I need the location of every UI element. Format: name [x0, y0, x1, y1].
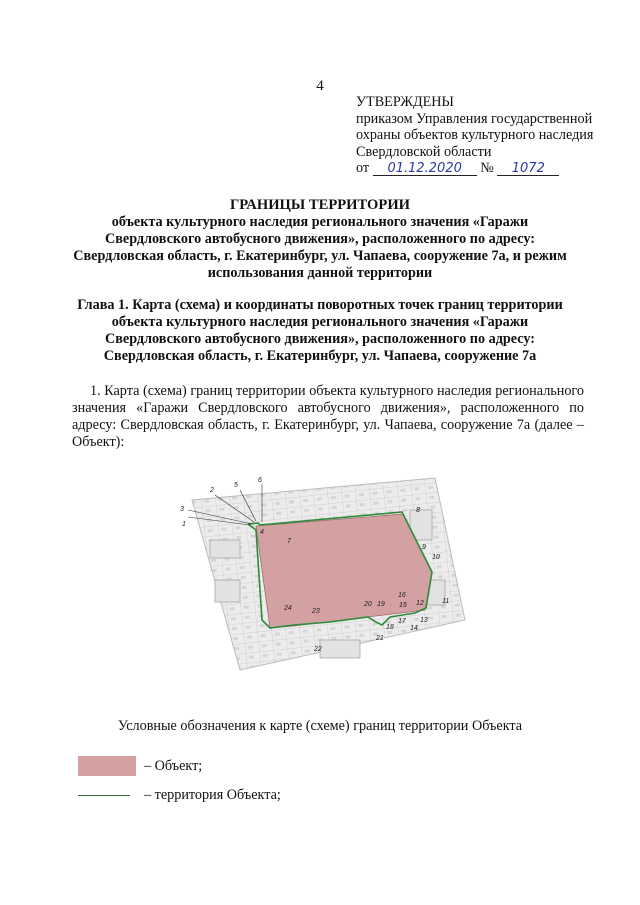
- point-label: 3: [180, 506, 184, 513]
- point-label: 16: [398, 592, 406, 599]
- point-label: 9: [422, 544, 426, 551]
- legend-title: Условные обозначения к карте (схеме) границ территории Объекта: [117, 718, 523, 734]
- heading-title: ГРАНИЦЫ ТЕРРИТОРИИ: [229, 197, 411, 213]
- point-label: 10: [432, 554, 440, 561]
- legend-territory-label: – территория Объекта;: [144, 787, 281, 803]
- approval-title: УТВЕРЖДЕНЫ: [356, 94, 454, 110]
- point-label: 11: [442, 598, 450, 605]
- heading-line: Свердловская область, г. Екатеринбург, ул. Чапаева, сооружение 7а, и режим: [73, 248, 567, 264]
- heading-line: Свердловского автобусного движения», расположенного по адресу:: [105, 231, 535, 247]
- legend-object-label: – Объект;: [144, 757, 203, 774]
- point-label: 4: [260, 529, 264, 536]
- point-label: 1: [182, 521, 186, 528]
- approval-line: Свердловской области: [356, 143, 492, 160]
- document-heading: [40, 197, 600, 282]
- point-label: 14: [410, 625, 418, 632]
- point-label: 12: [416, 600, 424, 607]
- point-label: 5: [234, 482, 238, 489]
- chapter-line: Глава 1. Карта (схема) и координаты поворотных точек границ территории: [77, 297, 563, 313]
- approval-date: 01.12.2020: [373, 162, 477, 176]
- legend-object: [78, 756, 202, 776]
- territory-swatch: [78, 795, 130, 796]
- point-label: 2: [210, 487, 214, 494]
- point-label: 22: [314, 646, 322, 653]
- point-label: 18: [386, 624, 394, 631]
- approval-stamp: [356, 94, 636, 177]
- approval-number: 1072: [497, 162, 559, 176]
- point-label: 6: [258, 477, 262, 484]
- object-swatch: [78, 756, 136, 776]
- date-prefix: от: [356, 160, 370, 176]
- chapter-line: Свердловская область, г. Екатеринбург, ул. Чапаева, сооружение 7а: [103, 348, 537, 364]
- heading-line: использования данной территории: [207, 265, 433, 281]
- approval-line: приказом Управления государственной: [356, 110, 593, 127]
- point-label: 21: [376, 635, 384, 642]
- number-prefix: №: [480, 160, 494, 176]
- point-label: 8: [416, 507, 420, 514]
- paragraph-1: 1. Карта (схема) границ территории объекта культурного наследия регионального значения «Гаражи Свердловского автобусного движения», расположенного по адресу: Свердловская область, г. Екатеринбург, ул. Чапаева, сооружение 7а (далее – Объект):: [72, 383, 584, 450]
- chapter-line: объекта культурного наследия регионального значения «Гаражи: [111, 314, 529, 330]
- point-label: 15: [399, 602, 407, 609]
- point-label: 13: [420, 617, 428, 624]
- chapter-line: Свердловского автобусного движения», расположенного по адресу:: [105, 331, 535, 347]
- approval-line: охраны объектов культурного наследия: [356, 127, 594, 143]
- point-label: 24: [284, 605, 292, 612]
- point-label: 17: [398, 618, 406, 625]
- point-label: 23: [312, 608, 320, 615]
- object-area: [256, 514, 432, 628]
- point-label: 20: [364, 601, 372, 608]
- approval-date-row: [356, 160, 636, 177]
- boundary-map: [170, 470, 470, 675]
- page-number: 4: [316, 78, 324, 94]
- legend-territory: [78, 787, 281, 804]
- heading-line: объекта культурного наследия регионального значения «Гаражи: [111, 214, 529, 230]
- point-label: 19: [377, 601, 385, 608]
- chapter-heading: [40, 297, 600, 365]
- point-label: 7: [287, 538, 291, 545]
